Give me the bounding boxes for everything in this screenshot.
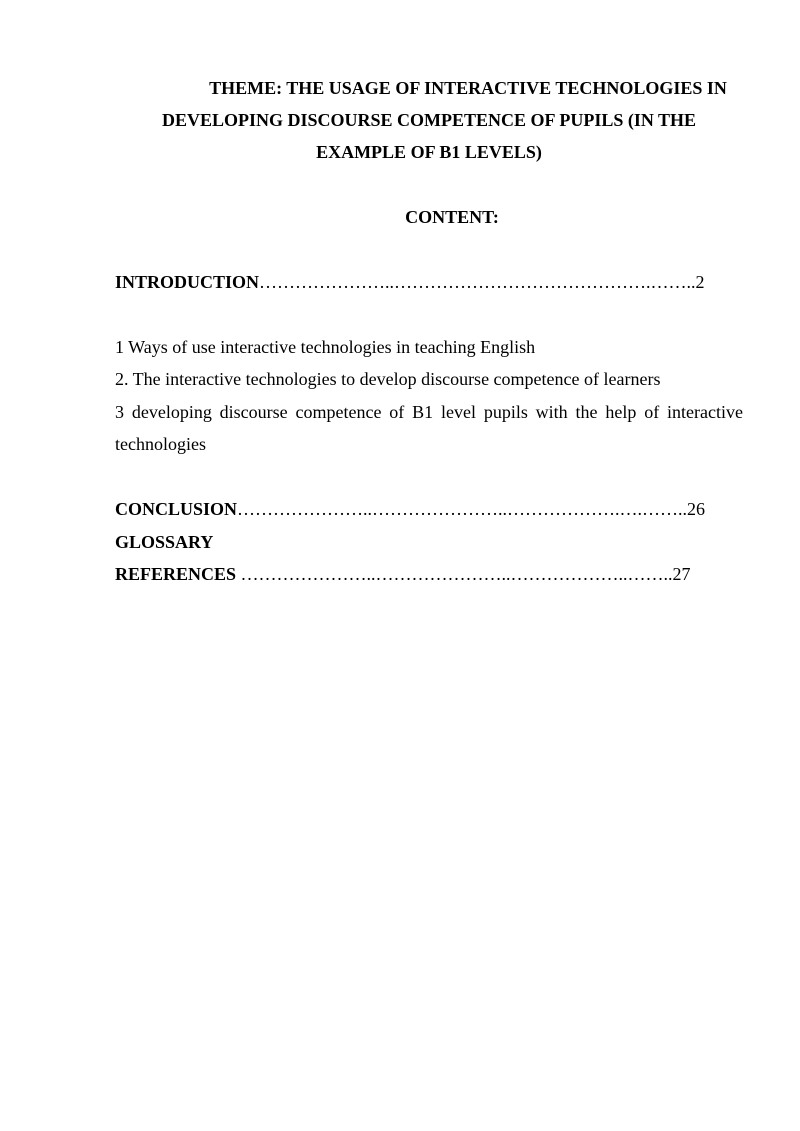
content-heading: CONTENT:	[405, 207, 499, 227]
theme-title-line-3: EXAMPLE OF B1 LEVELS)	[316, 142, 542, 162]
toc-entry-glossary	[115, 529, 213, 555]
toc-references-leader: …………………..…………………..………………..……..	[236, 564, 673, 584]
toc-references-label: REFERENCES	[115, 564, 237, 584]
theme-title	[115, 72, 743, 168]
toc-item-2: 2. The interactive technologies to develop discourse competence of learners	[115, 369, 661, 389]
theme-title-line-1: THEME: THE USAGE OF INTERACTIVE TECHNOLOGIES IN	[209, 78, 727, 98]
toc-glossary-label: GLOSSARY	[115, 532, 214, 552]
toc-introduction-leader: …………………..…………………………………….……..	[259, 272, 696, 292]
theme-title-line-2: DEVELOPING DISCOURSE COMPETENCE OF PUPILS (IN THE	[161, 110, 697, 130]
toc-conclusion-label: CONCLUSION	[115, 499, 238, 519]
toc-conclusion-leader: …………………..…………………..……………….….……..	[237, 499, 688, 519]
toc-conclusion-page: 26	[687, 499, 706, 519]
toc-entry-conclusion	[115, 496, 705, 522]
toc-introduction-label: INTRODUCTION	[115, 272, 260, 292]
toc-item-1: 1 Ways of use interactive technologies in teaching English	[115, 337, 536, 357]
toc-entry-references	[115, 561, 691, 587]
toc-introduction-page: 2	[695, 272, 705, 292]
toc-references-page: 27	[672, 564, 691, 584]
toc-item-3-line-2: technologies	[115, 434, 206, 454]
toc-entry-introduction	[115, 269, 705, 295]
toc-item-3-line-1: 3 developing discourse competence of B1 level pupils with the help of interactive	[115, 402, 743, 422]
